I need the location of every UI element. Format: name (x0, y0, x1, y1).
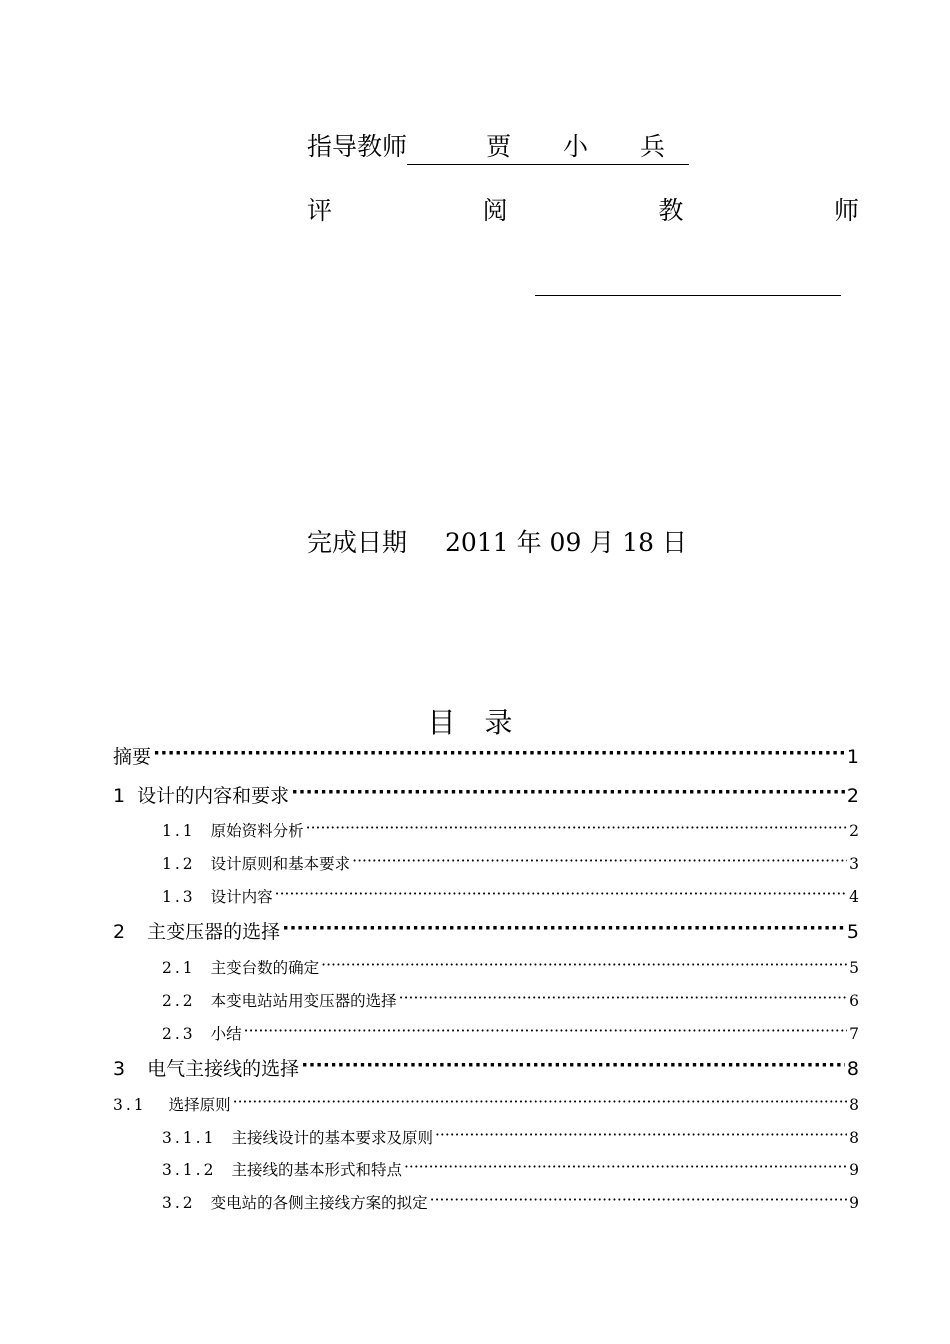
toc-page-number: 7 (849, 1025, 859, 1044)
date-value: 2011 年 09 月 18 日 (445, 528, 687, 557)
toc-entry[interactable] (162, 1126, 859, 1148)
toc-page-number: 2 (849, 822, 859, 841)
toc-entry[interactable] (162, 819, 859, 841)
toc-page-number: 1 (846, 746, 859, 768)
toc-entry-text: 原始资料分析 (210, 822, 304, 841)
toc-leader (275, 885, 847, 902)
toc-entry-text: 主接线的基本形式和特点 (231, 1161, 402, 1180)
advisor-name: 贾 小 兵 (407, 130, 689, 165)
toc-entry-number: 1.3 (162, 888, 196, 907)
toc-entry-number: 2.3 (162, 1025, 196, 1044)
toc-leader (301, 1054, 845, 1075)
reviewer-char: 评 (307, 196, 333, 225)
toc-leader (291, 781, 845, 802)
toc-leader (282, 917, 845, 938)
toc-entry-text: 主变台数的确定 (210, 959, 320, 978)
toc-page-number: 9 (849, 1161, 859, 1180)
toc-entry[interactable] (113, 742, 859, 769)
toc-entry-text: 本变电站站用变压器的选择 (210, 992, 397, 1011)
toc-entry-text: 变电站的各侧主接线方案的拟定 (210, 1194, 428, 1213)
advisor-label: 指导教师 (307, 132, 408, 161)
toc-entry-text: 主变压器的选择 (147, 921, 281, 943)
reviewer-char: 阅 (482, 196, 508, 225)
toc-entry[interactable] (162, 1022, 859, 1044)
date-label: 完成日期 (307, 528, 408, 557)
toc-entry-number: 1.1 (162, 822, 196, 841)
reviewer-char: 师 (833, 196, 859, 225)
completion-date (307, 526, 687, 560)
toc-entry-number: 3.2 (162, 1194, 196, 1213)
toc-entry[interactable] (162, 956, 859, 978)
toc-entry[interactable] (113, 781, 859, 808)
toc-leader (430, 1191, 847, 1208)
toc-entry-number: 3.1.2 (162, 1161, 217, 1180)
toc-title: 目 录 (427, 706, 523, 739)
toc-page-number: 3 (849, 855, 859, 874)
toc-entry-text: 主接线设计的基本要求及原则 (231, 1129, 433, 1148)
toc-entry-number: 3.1.1 (162, 1129, 217, 1148)
toc-leader (153, 742, 845, 763)
toc-page-number: 5 (846, 921, 859, 943)
toc-page-number: 4 (849, 888, 859, 907)
toc-leader (244, 1022, 847, 1039)
toc-entry[interactable] (162, 1191, 859, 1213)
toc-leader (399, 989, 847, 1006)
toc-entry-number: 2 (113, 921, 126, 943)
toc-entry[interactable] (162, 1158, 859, 1180)
toc-entry-number: 1.2 (162, 855, 196, 874)
toc-page-number: 8 (846, 1058, 859, 1080)
toc-entry[interactable] (162, 852, 859, 874)
advisor-line (307, 130, 689, 165)
toc-entry-text: 选择原则 (168, 1096, 231, 1115)
toc-entry-number: 3 (113, 1058, 126, 1080)
reviewer-line (307, 193, 859, 229)
toc-entry-number: 3.1 (113, 1096, 147, 1115)
toc-leader (352, 852, 847, 869)
toc-leader (233, 1093, 847, 1110)
toc-page-number: 6 (849, 992, 859, 1011)
toc-leader (404, 1158, 847, 1175)
toc-leader (306, 819, 847, 836)
toc-entry[interactable] (113, 1093, 859, 1115)
reviewer-char: 教 (658, 196, 684, 225)
reviewer-signature-line (535, 295, 841, 296)
toc-page-number: 9 (849, 1194, 859, 1213)
toc-page-number: 5 (849, 959, 859, 978)
toc-page-number: 2 (846, 785, 859, 807)
toc-page-number: 8 (849, 1129, 859, 1148)
toc-entry-text: 小结 (210, 1025, 242, 1044)
toc-leader (435, 1126, 847, 1143)
toc-entry-number: 2.2 (162, 992, 196, 1011)
toc-entry-number: 2.1 (162, 959, 196, 978)
toc-entry-number: 1 (113, 785, 126, 807)
toc-entry[interactable] (113, 1054, 859, 1081)
toc-entry-text: 设计内容 (210, 888, 273, 907)
toc-entry[interactable] (113, 917, 859, 944)
toc-entry[interactable] (162, 989, 859, 1011)
toc-entry[interactable] (162, 885, 859, 907)
toc-entry-text: 设计的内容和要求 (137, 785, 290, 807)
toc-leader (321, 956, 847, 973)
toc-entry-text: 摘要 (113, 746, 152, 768)
toc-entry-text: 设计原则和基本要求 (210, 855, 351, 874)
toc-page-number: 8 (849, 1096, 859, 1115)
toc-entry-text: 电气主接线的选择 (147, 1058, 300, 1080)
